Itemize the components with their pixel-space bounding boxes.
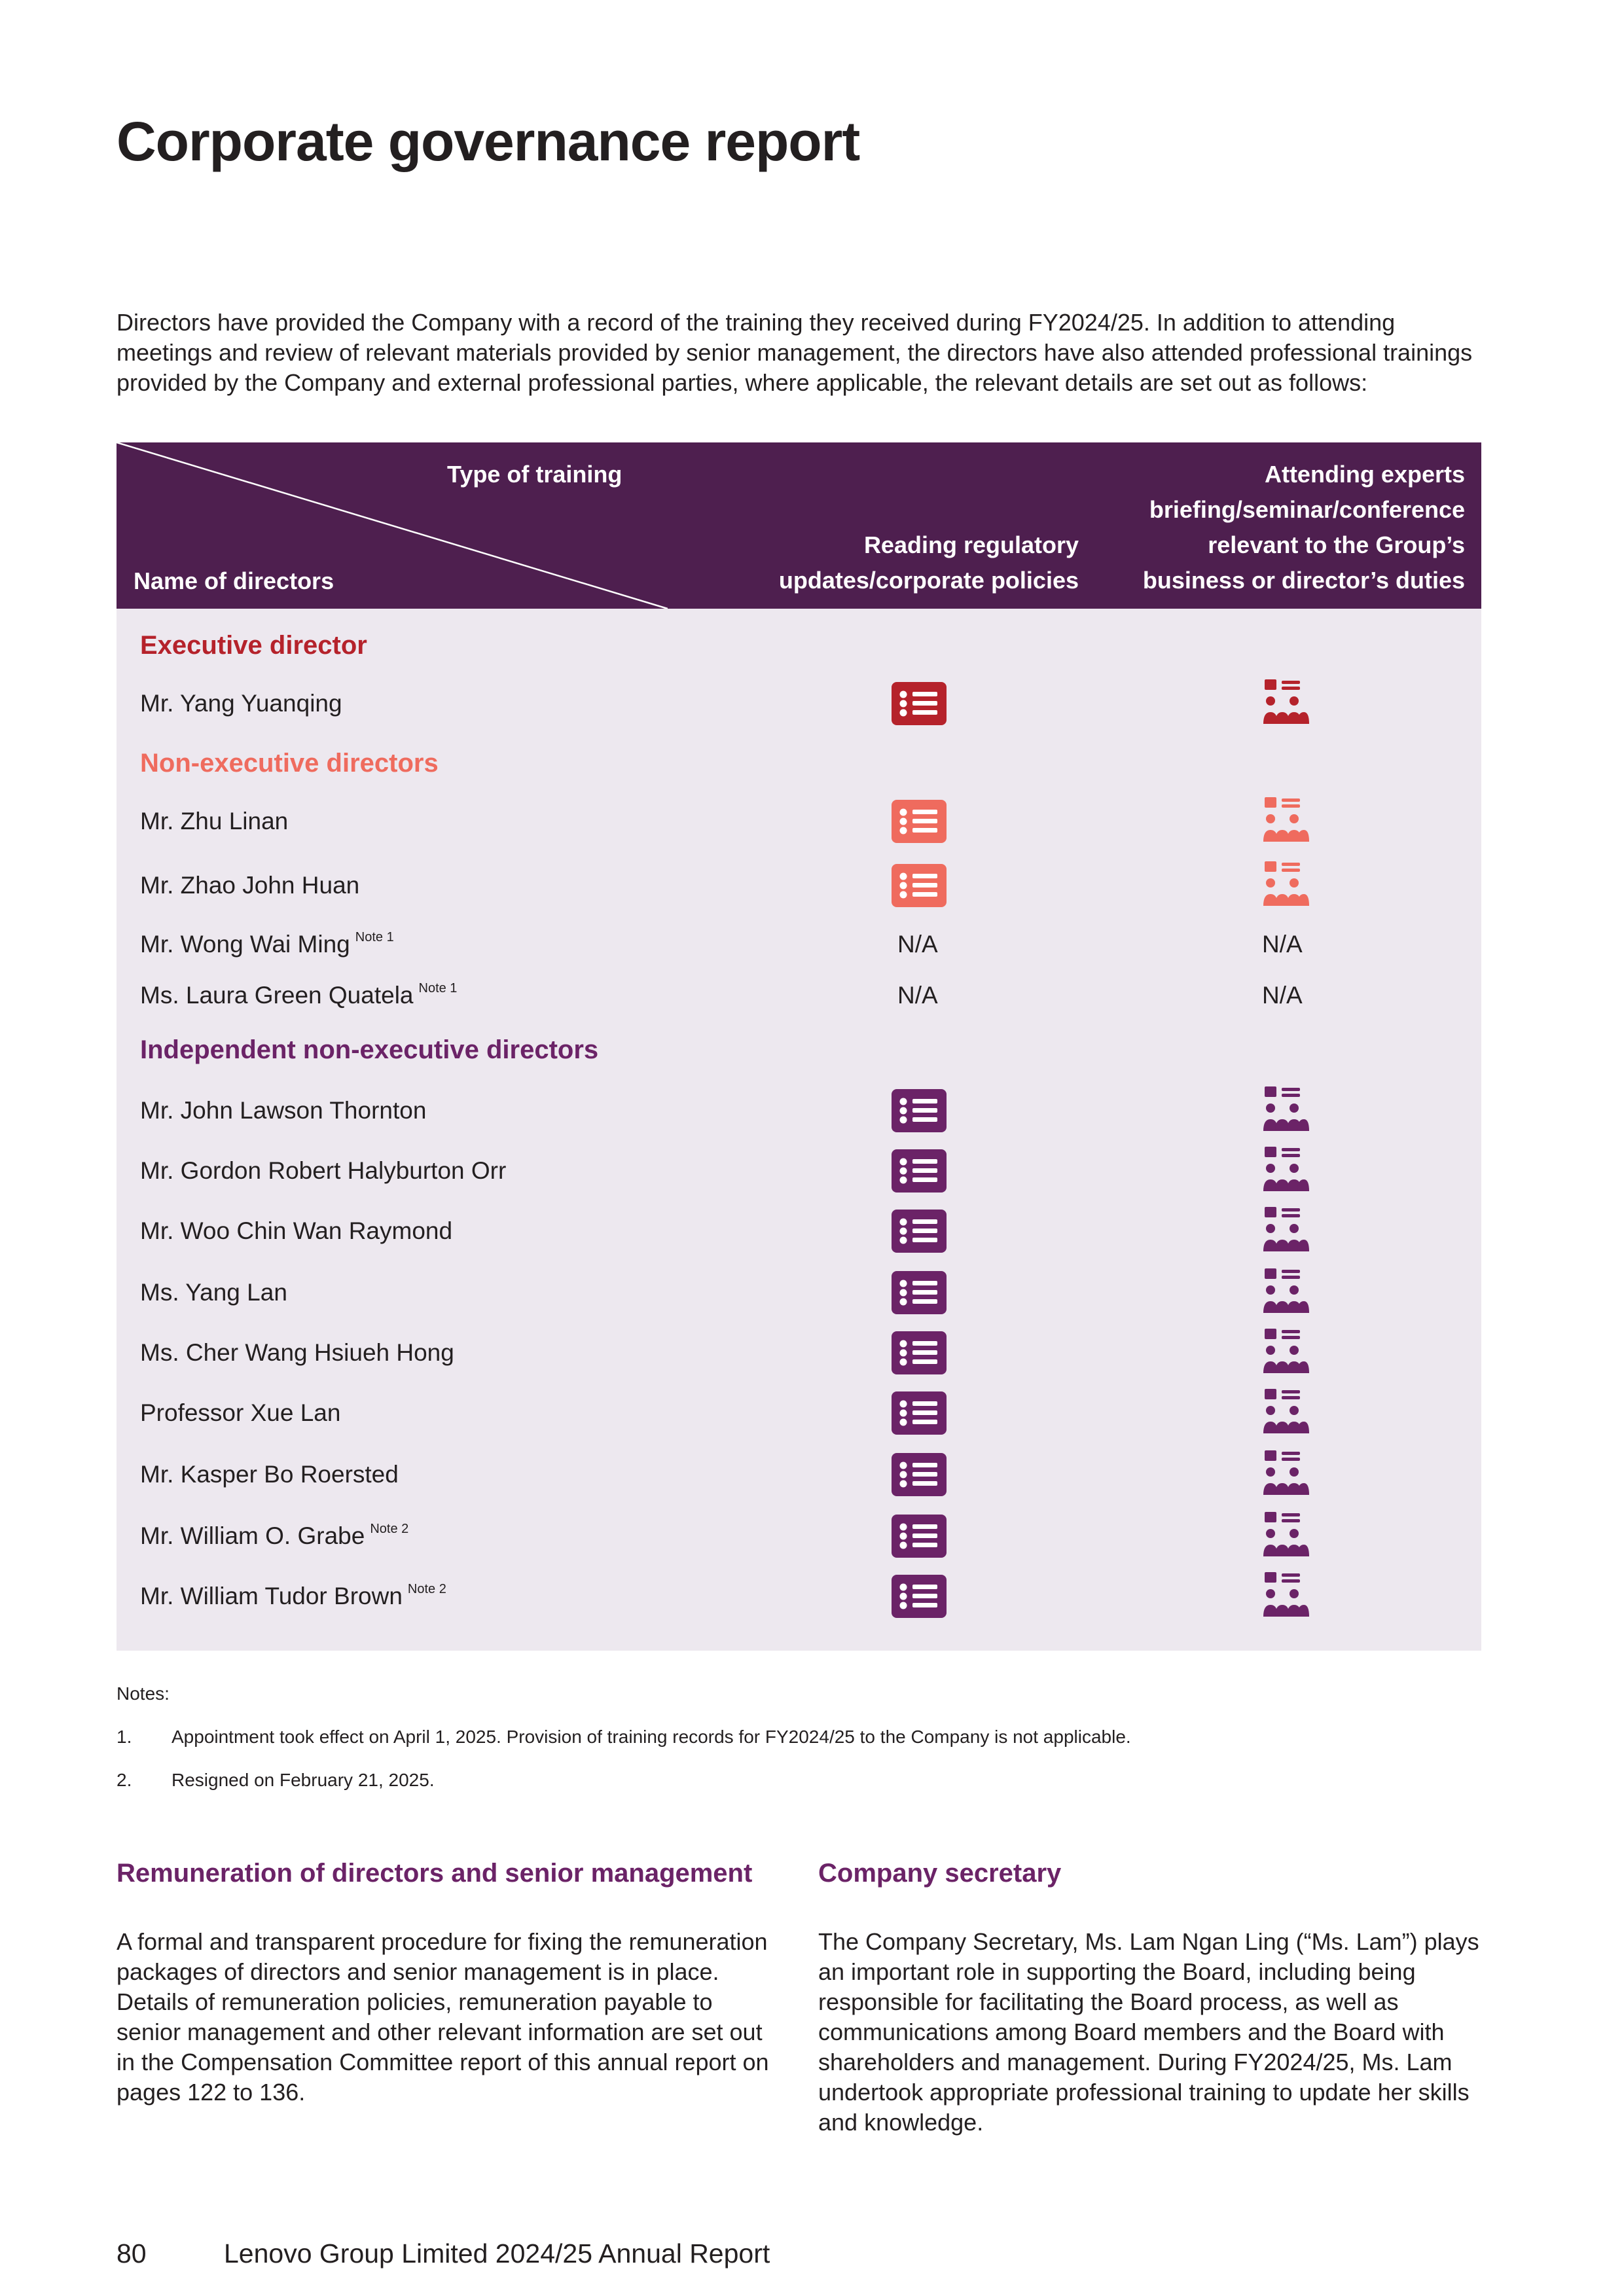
audience-briefing-icon (1262, 797, 1309, 843)
group-non-executive-directors: Non-executive directors (140, 749, 439, 778)
page-title: Corporate governance report (117, 111, 860, 172)
not-applicable-label: N/A (897, 931, 938, 958)
reading-list-icon (892, 1149, 947, 1193)
audience-briefing-icon (1262, 1572, 1309, 1618)
audience-briefing-icon (1262, 1086, 1309, 1132)
reading-list-icon (892, 1210, 947, 1253)
company-secretary-paragraph: The Company Secretary, Ms. Lam Ngan Ling (“Ms. Lam”) plays an important role in supporting the Board, including being responsible for facilitating the Board process, as well as communications among Board members and the Board with shareholders and management. During FY2024/25, Ms. Lam undertook appropriate professional training to update her skills and knowledge. (818, 1928, 1479, 2136)
audience-briefing-icon (1262, 861, 1309, 907)
director-name: Mr. William Tudor Brown $^{Note 2}$ (140, 1581, 446, 1609)
header-attending-experts: Attending experts briefing/seminar/conference relevant to the Group’s business or director’s duties (1142, 461, 1465, 594)
audience-briefing-icon (1262, 1450, 1309, 1496)
intro-paragraph: Directors have provided the Company with a record of the training they received during FY2024/25. In addition to attending meetings and review of relevant materials provided by senior management, the directors have also attended professional trainings provided by the Company and external professional parties, where applicable, the relevant details are set out as follows: (117, 309, 1473, 396)
audience-briefing-icon (1262, 1207, 1309, 1253)
director-name: Mr. Zhu Linan (140, 808, 289, 834)
director-name: Mr. Woo Chin Wan Raymond (140, 1217, 453, 1244)
reading-list-icon (892, 1089, 947, 1132)
note-reference: Note 1 (355, 929, 394, 944)
director-name: Mr. Kasper Bo Roersted (140, 1461, 399, 1488)
director-name: Ms. Yang Lan (140, 1279, 287, 1306)
header-reading-regulatory: Reading regulatory updates/corporate policies (778, 531, 1079, 594)
reading-list-icon (892, 1515, 947, 1558)
training-table (117, 442, 1481, 1651)
group-independent-non-executive-directors: Independent non-executive directors (140, 1035, 599, 1064)
audience-briefing-icon (1262, 1147, 1309, 1193)
audience-briefing-icon (1262, 1512, 1309, 1558)
note-reference: Note 1 (418, 980, 458, 996)
company-secretary-heading: Company secretary (818, 1859, 1062, 1888)
director-name: Mr. Yang Yuanqing (140, 690, 342, 717)
note-reference: Note 2 (407, 1581, 446, 1596)
audience-briefing-icon (1262, 1268, 1309, 1314)
director-name: Mr. William O. Grabe $^{Note 2}$ (140, 1521, 409, 1549)
notes-label: Notes: (117, 1683, 170, 1704)
reading-list-icon (892, 800, 947, 843)
reading-list-icon (892, 1391, 947, 1435)
table-header (117, 442, 1481, 609)
reading-list-icon (892, 1271, 947, 1314)
director-name: Mr. Wong Wai Ming $^{Note 1}$ (140, 929, 394, 958)
reading-list-icon (892, 864, 947, 907)
not-applicable-label: N/A (1262, 982, 1303, 1009)
remuneration-heading: Remuneration of directors and senior management (117, 1859, 753, 1888)
header-type-of-training: Type of training (447, 461, 623, 488)
reading-list-icon (892, 1331, 947, 1374)
header-name-of-directors: Name of directors (134, 567, 334, 594)
reading-list-icon (892, 1575, 947, 1618)
director-name: Ms. Laura Green Quatela $^{Note 1}$ (140, 980, 458, 1009)
remuneration-paragraph: A formal and transparent procedure for fixing the remuneration packages of directors and senior management is in place. Details of remuneration policies, remuneration payable to senior management and other relevant information are set out in the Compensation Committee report of this annual report on pages 122 to 136. (117, 1928, 769, 2106)
audience-briefing-icon (1262, 1389, 1309, 1435)
director-name: Ms. Cher Wang Hsiueh Hong (140, 1339, 454, 1366)
group-executive-director: Executive director (140, 631, 367, 660)
director-name: Mr. Gordon Robert Halyburton Orr (140, 1157, 507, 1184)
page-number: 80 (117, 2238, 147, 2269)
report-name: Lenovo Group Limited 2024/25 Annual Report (224, 2238, 770, 2269)
director-name: Professor Xue Lan (140, 1399, 341, 1426)
note-reference: Note 2 (370, 1521, 409, 1536)
not-applicable-label: N/A (897, 982, 938, 1009)
not-applicable-label: N/A (1262, 931, 1303, 958)
audience-briefing-icon (1262, 1329, 1309, 1374)
reading-list-icon (892, 682, 947, 725)
director-name: Mr. Zhao John Huan (140, 872, 360, 899)
audience-briefing-icon (1262, 679, 1309, 725)
reading-list-icon (892, 1453, 947, 1496)
director-name: Mr. John Lawson Thornton (140, 1097, 427, 1124)
